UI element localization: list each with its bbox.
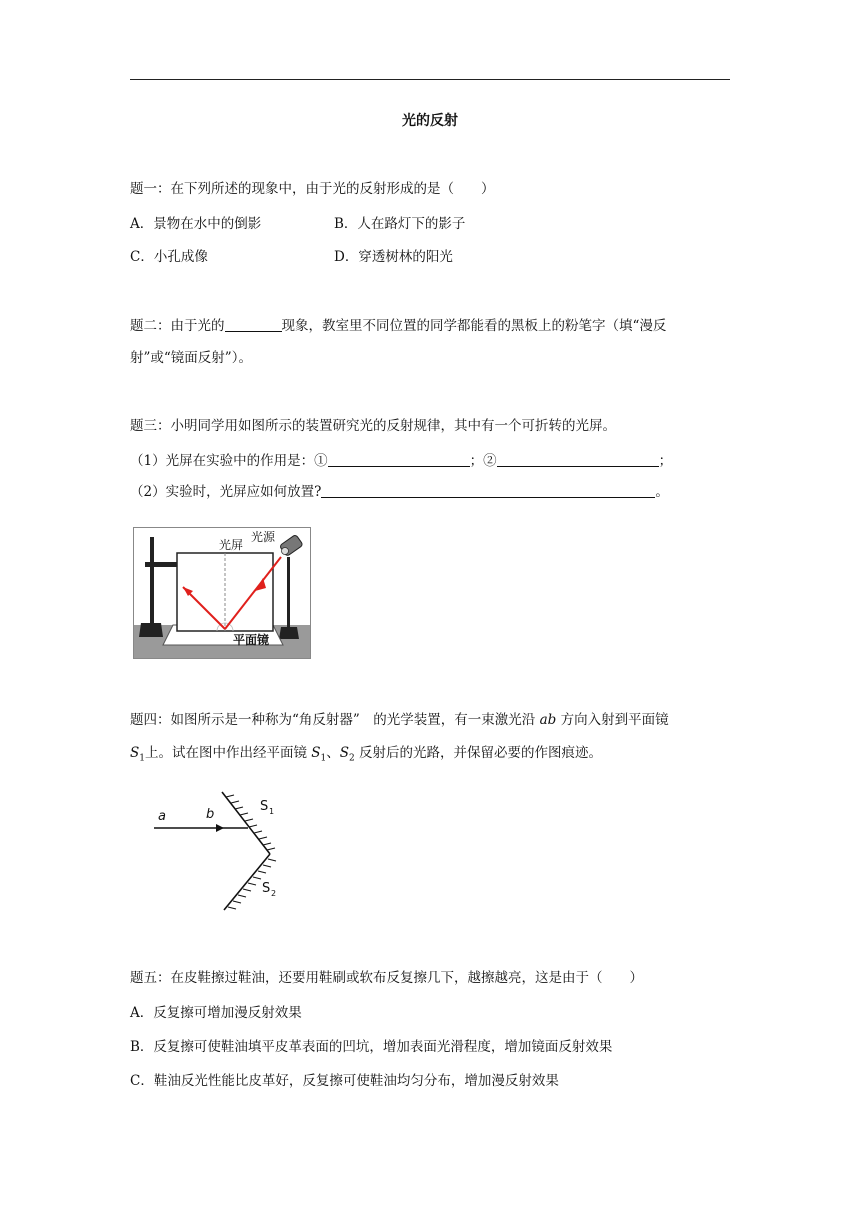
stand-base: [139, 623, 163, 637]
stand-clamp: [145, 562, 181, 567]
q5-option-a: A．反复擦可增加漫反射效果: [130, 1005, 302, 1021]
label-source: 光源: [251, 530, 276, 544]
label-a: a: [158, 809, 166, 824]
reflection-apparatus-diagram: [133, 527, 311, 659]
page-title: 光的反射: [402, 113, 458, 129]
label-s2: S: [262, 881, 271, 896]
q4-text-b: 方向入射到平面镜: [556, 712, 669, 728]
q4-s1-sub: 1: [139, 753, 145, 764]
label-s2-sub: 2: [271, 889, 277, 898]
q1-option-d: D．穿透树林的阳光: [334, 249, 453, 265]
q4-line1: [130, 710, 669, 730]
q4-sep: 、: [326, 745, 340, 761]
q3-sub1-text-b: ；②: [469, 453, 497, 469]
q3-sub2-end: 。: [655, 484, 669, 500]
corner-reflector-diagram: [150, 788, 300, 916]
label-screen: 光屏: [219, 538, 244, 552]
q3-sub2: [130, 482, 669, 502]
right-base: [279, 627, 299, 639]
q4-s1b-sub: 1: [320, 753, 327, 764]
stand-pole: [150, 537, 154, 627]
q3-sub2-text: （2）实验时，光屏应如何放置?: [130, 484, 322, 500]
q3-answer-blank-1[interactable]: [328, 452, 470, 467]
ray-arrow: [216, 824, 224, 832]
q4-s1b-letter: S: [311, 745, 321, 761]
q4-s2-sub: 2: [349, 753, 355, 764]
q3-stem: 题三：小明同学用如图所示的装置研究光的反射规律，其中有一个可折转的光屏。: [130, 418, 616, 434]
q3-figure: [133, 527, 311, 663]
q1-option-c: C．小孔成像: [130, 249, 208, 265]
q3-answer-blank-3[interactable]: [321, 483, 655, 498]
q4-line2: [130, 743, 602, 769]
q3-sub1-text-a: （1）光屏在实验中的作用是：①: [130, 453, 328, 469]
q2-line2: 射”或“镜面反射”）。: [130, 350, 252, 366]
q4-text-a: 题四：如图所示是一种称为“角反射器” 的光学装置，有一束激光沿: [130, 712, 540, 728]
header-rule: [130, 79, 730, 80]
q1-stem: 题一：在下列所述的现象中，由于光的反射形成的是（ ）: [130, 181, 495, 197]
q2-line1: [130, 316, 666, 336]
q4-text-c: 上。试在图中作出经平面镜: [144, 745, 312, 761]
q3-sub1-end: ；: [658, 453, 673, 469]
label-mirror: 平面镜: [233, 633, 270, 647]
q4-s2-letter: S: [339, 745, 350, 761]
q3-answer-blank-2[interactable]: [497, 452, 659, 467]
q3-sub1: [130, 451, 672, 471]
label-b: b: [206, 807, 215, 822]
label-s1: S: [260, 799, 269, 814]
q2-answer-blank[interactable]: [225, 317, 282, 332]
label-s1-sub: 1: [269, 807, 275, 816]
q4-s1-letter: S: [130, 745, 140, 761]
q5-option-b: B．反复擦可使鞋油填平皮革表面的凹坑，增加表面光滑程度，增加镜面反射效果: [130, 1039, 613, 1055]
q2-text-b: 现象，教室里不同位置的同学都能看的黑板上的粉笔字（填“漫反: [281, 318, 667, 334]
q4-text-d: 反射后的光路，并保留必要的作图痕迹。: [354, 745, 603, 761]
q4-figure: [150, 788, 300, 920]
q5-option-c: C．鞋油反光性能比皮革好，反复擦可使鞋油均匀分布，增加漫反射效果: [130, 1073, 559, 1089]
q1-option-a: A．景物在水中的倒影: [130, 216, 262, 232]
q5-stem: 题五：在皮鞋擦过鞋油，还要用鞋刷或软布反复擦几下，越擦越亮，这是由于（ ）: [130, 970, 643, 986]
q1-option-b: B．人在路灯下的影子: [334, 216, 466, 232]
right-pole: [287, 557, 290, 627]
q4-var-ab: ab: [539, 712, 557, 728]
q2-text-a: 题二：由于光的: [130, 318, 225, 334]
